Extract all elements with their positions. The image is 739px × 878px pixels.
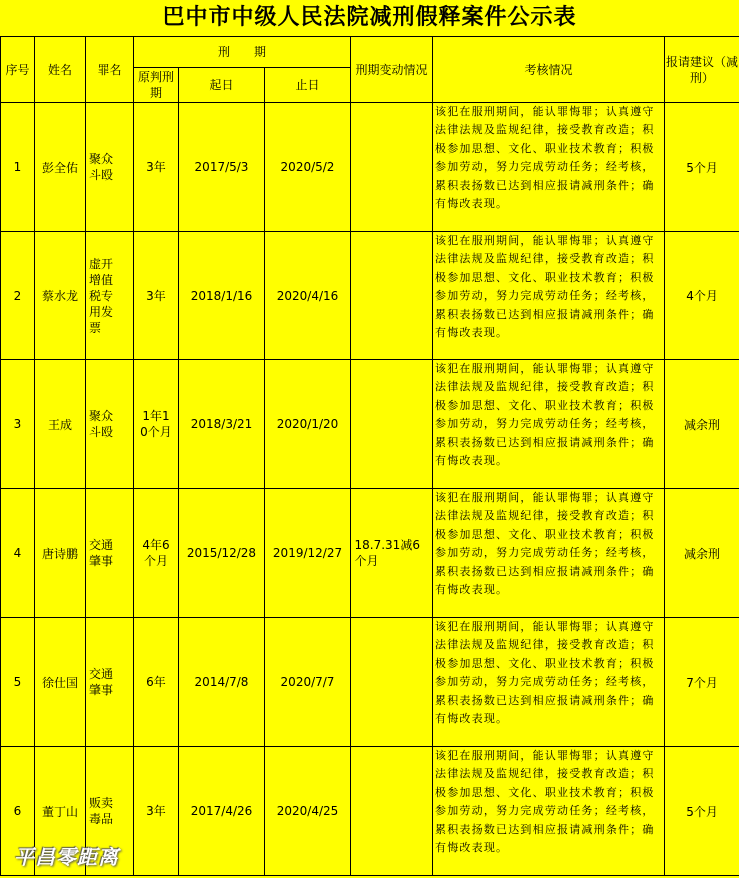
- cell-start: 2018/1/16: [179, 232, 265, 360]
- header-suggestion: 报请建议（减刑）: [665, 37, 739, 103]
- cell-review: 该犯在服刑期间，能认罪悔罪；认真遵守法律法规及监规纪律，接受教育改造；积极参加思想、文化、职业技术教育；积极参加劳动，努力完成劳动任务；经考核，累积表扬数已达到相应报请减刑条件；确有悔改表现。: [433, 360, 665, 489]
- crime-text: 贩卖毒品: [89, 796, 114, 826]
- cell-end: 2020/1/20: [265, 360, 351, 489]
- cell-original-term: [134, 360, 179, 489]
- cell-crime: [86, 232, 134, 360]
- header-term-group: 刑 期: [134, 37, 351, 68]
- cell-seq: 6: [1, 747, 35, 876]
- cell-suggestion: 7个月: [665, 618, 739, 747]
- original-term-text: 4年6个月: [142, 538, 170, 568]
- cell-name: 唐诗鹏: [35, 489, 86, 618]
- header-start: 起日: [179, 68, 265, 103]
- cell-change: [351, 103, 433, 232]
- cell-review: 该犯在服刑期间，能认罪悔罪；认真遵守法律法规及监规纪律，接受教育改造；积极参加思想、文化、职业技术教育；积极参加劳动，努力完成劳动任务；经考核，累积表扬数已达到相应报请减刑条件；确有悔改表现。: [433, 747, 665, 876]
- crime-text: 交通肇事: [89, 667, 114, 697]
- cell-start: 2018/3/21: [179, 360, 265, 489]
- cell-start: 2014/7/8: [179, 618, 265, 747]
- cell-name: 王成: [35, 360, 86, 489]
- crime-text: 聚众斗殴: [89, 152, 114, 182]
- header-change: 刑期变动情况: [351, 37, 433, 103]
- cell-review: 该犯在服刑期间，能认罪悔罪；认真遵守法律法规及监规纪律，接受教育改造；积极参加思想、文化、职业技术教育；积极参加劳动，努力完成劳动任务；经考核，累积表扬数已达到相应报请减刑条件；确有悔改表现。: [433, 103, 665, 232]
- cell-name: 彭全佑: [35, 103, 86, 232]
- crime-text: 交通肇事: [89, 538, 114, 568]
- cell-suggestion: 减余刑: [665, 360, 739, 489]
- cell-start: 2017/4/26: [179, 747, 265, 876]
- header-seq: 序号: [1, 37, 35, 103]
- cell-original-term: 6年: [134, 618, 179, 747]
- cell-original-term: 3年: [134, 747, 179, 876]
- cell-end: 2020/5/2: [265, 103, 351, 232]
- cell-change: [351, 618, 433, 747]
- crime-text: 虚开增值税专用发票: [89, 256, 114, 335]
- table-row: [1, 232, 739, 360]
- cell-end: 2020/4/16: [265, 232, 351, 360]
- cell-crime: [86, 489, 134, 618]
- crime-text: 聚众斗殴: [89, 409, 114, 439]
- cell-seq: 4: [1, 489, 35, 618]
- cell-name: 徐仕国: [35, 618, 86, 747]
- case-table: [0, 36, 739, 876]
- cell-review: 该犯在服刑期间，能认罪悔罪；认真遵守法律法规及监规纪律，接受教育改造；积极参加思想、文化、职业技术教育；积极参加劳动，努力完成劳动任务；经考核，累积表扬数已达到相应报请减刑条件；确有悔改表现。: [433, 489, 665, 618]
- cell-name: 蔡水龙: [35, 232, 86, 360]
- cell-seq: 2: [1, 232, 35, 360]
- cell-original-term: [134, 489, 179, 618]
- cell-end: 2020/7/7: [265, 618, 351, 747]
- cell-start: 2017/5/3: [179, 103, 265, 232]
- table-row: [1, 489, 739, 618]
- header-end: 止日: [265, 68, 351, 103]
- cell-start: 2015/12/28: [179, 489, 265, 618]
- cell-change: [351, 489, 433, 618]
- cell-end: 2019/12/27: [265, 489, 351, 618]
- cell-crime: [86, 618, 134, 747]
- cell-suggestion: 5个月: [665, 103, 739, 232]
- header-name: 姓名: [35, 37, 86, 103]
- cell-review: 该犯在服刑期间，能认罪悔罪；认真遵守法律法规及监规纪律，接受教育改造；积极参加思想、文化、职业技术教育；积极参加劳动，努力完成劳动任务；经考核，累积表扬数已达到相应报请减刑条件；确有悔改表现。: [433, 232, 665, 360]
- header-row-1: [1, 37, 739, 68]
- cell-seq: 5: [1, 618, 35, 747]
- cell-crime: [86, 360, 134, 489]
- cell-suggestion: 5个月: [665, 747, 739, 876]
- cell-seq: 3: [1, 360, 35, 489]
- table-row: [1, 618, 739, 747]
- cell-review: 该犯在服刑期间，能认罪悔罪；认真遵守法律法规及监规纪律，接受教育改造；积极参加思想、文化、职业技术教育；积极参加劳动，努力完成劳动任务；经考核，累积表扬数已达到相应报请减刑条件；确有悔改表现。: [433, 618, 665, 747]
- cell-original-term: 3年: [134, 103, 179, 232]
- header-original-term: 原判刑期: [134, 68, 179, 103]
- cell-original-term: 3年: [134, 232, 179, 360]
- table-row: [1, 360, 739, 489]
- page-title: 巴中市中级人民法院减刑假释案件公示表: [0, 0, 739, 36]
- header-crime: 罪名: [86, 37, 134, 103]
- cell-end: 2020/4/25: [265, 747, 351, 876]
- cell-seq: 1: [1, 103, 35, 232]
- cell-suggestion: 4个月: [665, 232, 739, 360]
- header-review: 考核情况: [433, 37, 665, 103]
- watermark-logo: 平昌零距离: [14, 845, 119, 869]
- original-term-text: 1年10个月: [140, 409, 172, 439]
- cell-crime: [86, 103, 134, 232]
- cell-suggestion: 减余刑: [665, 489, 739, 618]
- table-body: [1, 103, 739, 876]
- cell-name: 董丁山: [35, 747, 86, 876]
- cell-change: [351, 232, 433, 360]
- table-row: [1, 103, 739, 232]
- cell-change: [351, 360, 433, 489]
- cell-change: [351, 747, 433, 876]
- change-text: 18.7.31减6个月: [354, 538, 420, 568]
